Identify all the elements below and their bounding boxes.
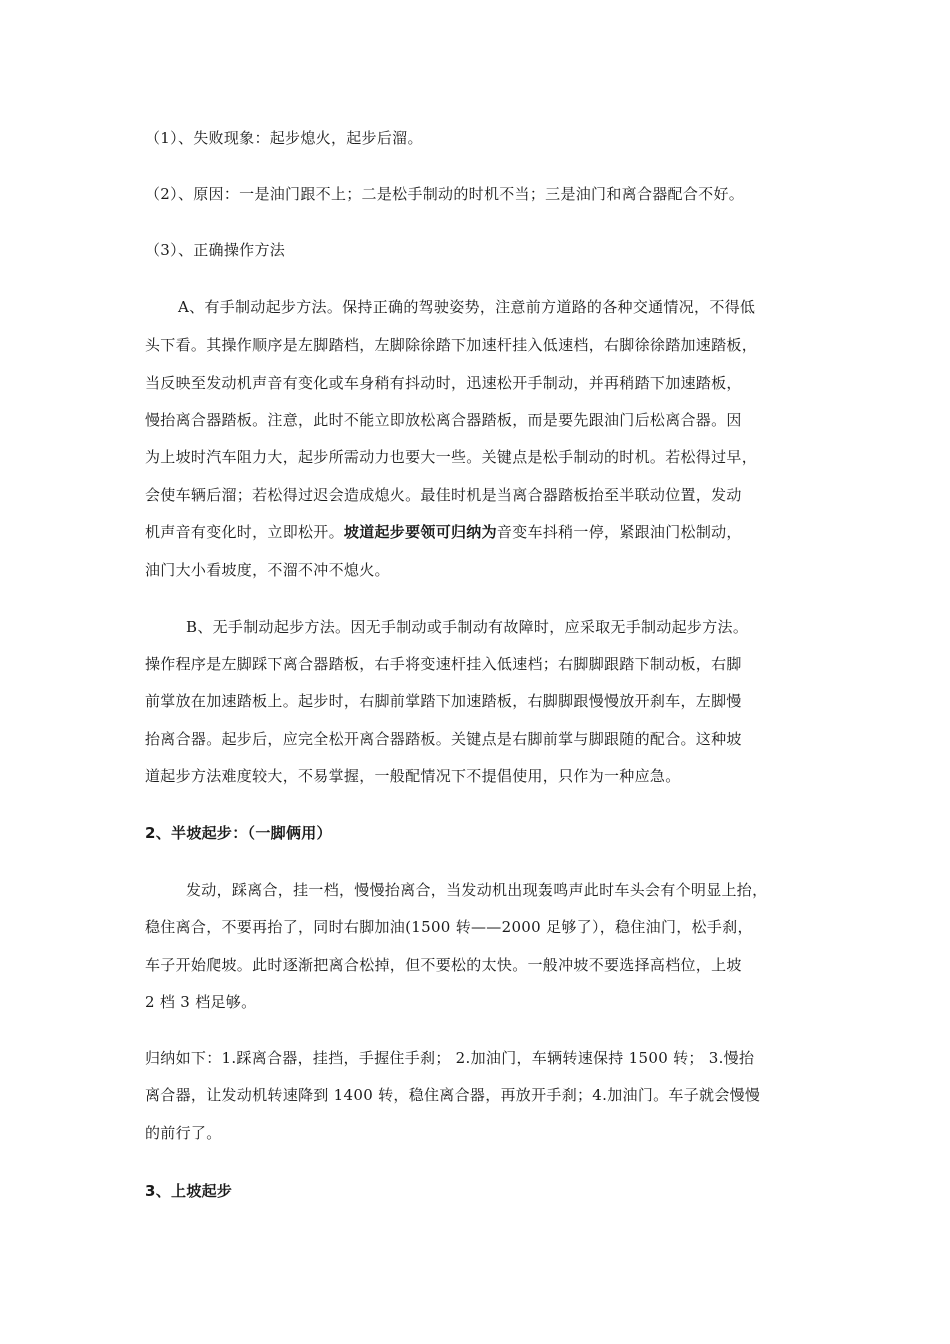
- section-2-heading: 2、半坡起步：（一脚俩用）: [145, 824, 332, 842]
- para-a-line: 会使车辆后溜；若松得过迟会造成熄火。最佳时机是当离合器踏板抬至半联动位置，发动: [145, 486, 742, 504]
- para-b-line: 抬离合器。起步后，应完全松开离合器踏板。关键点是右脚前掌与脚跟随的配合。这种坡: [145, 730, 742, 748]
- para-a-line: 慢抬离合器踏板。注意，此时不能立即放松离合器踏板，而是要先跟油门后松离合器。因: [145, 411, 742, 429]
- summary-line: 离合器，让发动机转速降到 1400 转，稳住离合器，再放开手刹；4.加油门。车子就会慢慢: [145, 1086, 761, 1104]
- para-a-text: 音变车抖稍一停，紧跟油门松制动，: [496, 523, 742, 541]
- para-b-line: 操作程序是左脚踩下离合器踏板，右手将变速杆挂入低速档；右脚脚跟踏下制动板，右脚: [145, 655, 742, 673]
- reason-item: （2）、原因：一是油门跟不上；二是松手制动的时机不当；三是油门和离合器配合不好。: [145, 185, 745, 203]
- section-2-line: 车子开始爬坡。此时逐渐把离合松掉，但不要松的太快。一般冲坡不要选择高档位，上坡: [145, 956, 742, 974]
- section-2-line: 稳住离合，不要再抬了，同时右脚加油(1500 转——2000 足够了），稳住油门，松手刹，: [145, 918, 753, 936]
- para-a-line: 为上坡时汽车阻力大，起步所需动力也要大一些。关键点是松手制动的时机。若松得过早，: [145, 448, 758, 466]
- para-a-line: A、有手制动起步方法。保持正确的驾驶姿势，注意前方道路的各种交通情况，不得低: [178, 298, 756, 316]
- section-2-line: 2 档 3 档足够。: [145, 993, 257, 1011]
- failure-item: （1）、失败现象：起步熄火，起步后溜。: [145, 129, 423, 147]
- section-2-line: 发动，踩离合，挂一档，慢慢抬离合，当发动机出现轰鸣声此时车头会有个明显上抬，: [186, 881, 768, 899]
- key-phrase: 坡道起步要领可归纳为: [343, 523, 497, 541]
- summary-line: 归纳如下：1.踩离合器，挂挡，手握住手刹； 2.加油门，车辆转速保持 1500 转； 3.慢抬: [145, 1049, 755, 1067]
- method-heading: （3）、正确操作方法: [145, 241, 286, 259]
- section-3-heading: 3、上坡起步: [145, 1182, 233, 1200]
- para-a-text: 机声音有变化时，立即松开。: [145, 523, 344, 541]
- para-a-line: [145, 522, 742, 542]
- summary-line: 的前行了。: [145, 1124, 222, 1142]
- para-a-line: 油门大小看坡度，不溜不冲不熄火。: [145, 561, 390, 579]
- para-b-line: 道起步方法难度较大，不易掌握，一般配情况下不提倡使用，只作为一种应急。: [145, 767, 681, 785]
- para-b-line: 前掌放在加速踏板上。起步时，右脚前掌踏下加速踏板，右脚脚跟慢慢放开刹车，左脚慢: [145, 692, 742, 710]
- para-a-line: 当反映至发动机声音有变化或车身稍有抖动时，迅速松开手制动，并再稍踏下加速踏板，: [145, 374, 742, 392]
- para-a-line: 头下看。其操作顺序是左脚踏档，左脚除徐踏下加速杆挂入低速档，右脚徐徐踏加速踏板，: [145, 336, 758, 354]
- para-b-line: B、无手制动起步方法。因无手制动或手制动有故障时，应采取无手制动起步方法。: [186, 618, 749, 636]
